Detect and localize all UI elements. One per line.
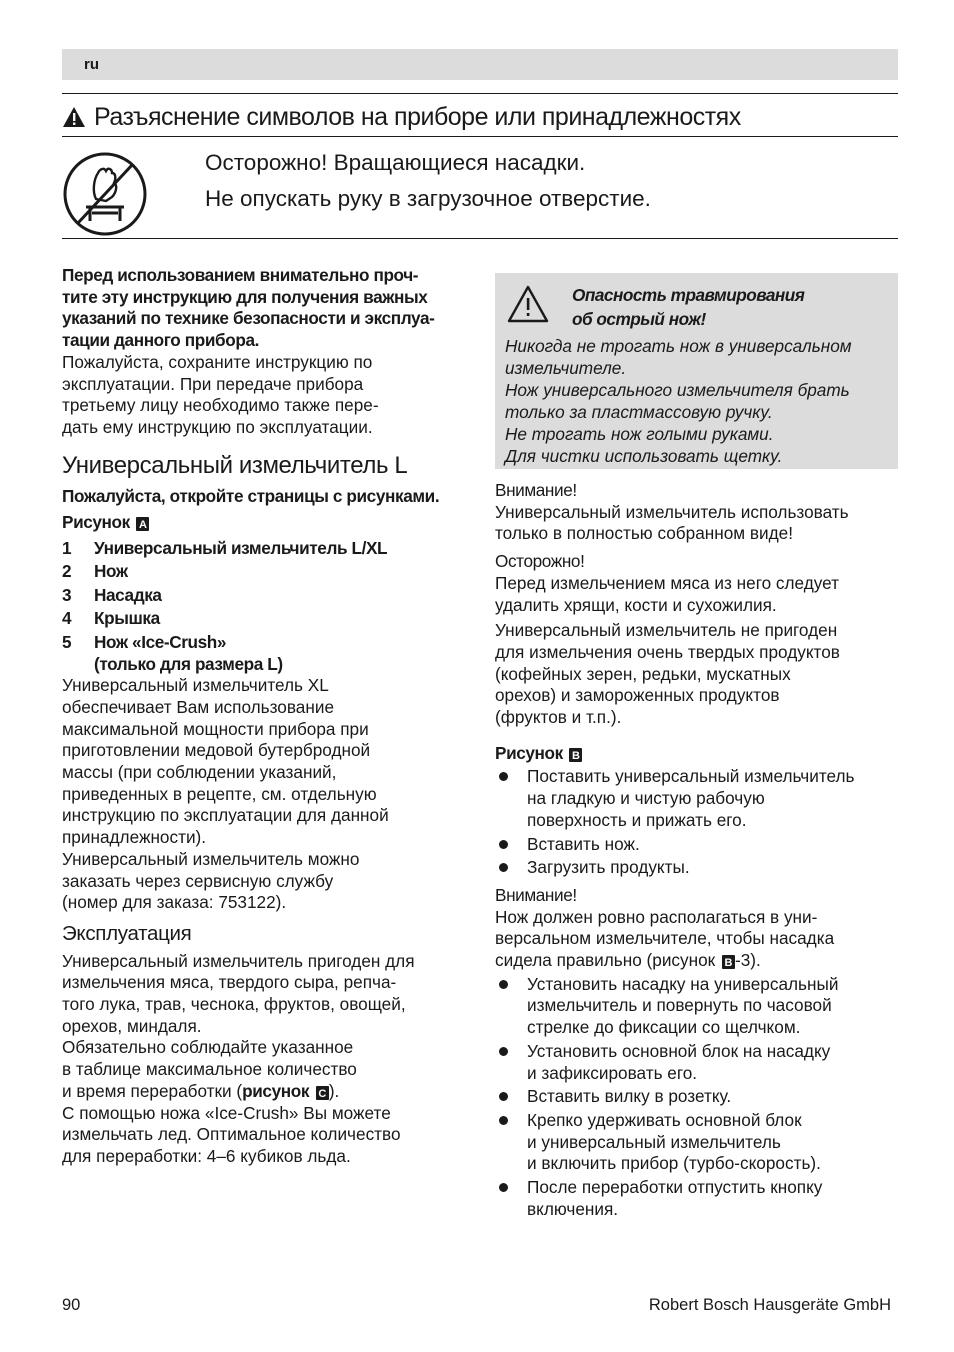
xl-line: заказать через сервисную службу xyxy=(62,870,334,891)
unsuitable-line: Универсальный измельчитель не пригоден xyxy=(495,620,838,641)
intro-text xyxy=(62,352,482,439)
assembly-step-line: Установить основной блок на насадку xyxy=(527,1040,831,1061)
assembly-step xyxy=(495,1086,900,1108)
figure-b-ref xyxy=(495,743,900,765)
intro-bold-line: указаний по технике безопасности и эксплуа- xyxy=(62,308,435,329)
assembly-step-line: Вставить вилку в розетку. xyxy=(527,1086,732,1107)
knife-warning-line: Нож универсального измельчителя брать xyxy=(505,380,850,400)
attention-line: только в полностью собранном виде! xyxy=(495,523,793,544)
attention-line: версальном измельчителе, чтобы насадка xyxy=(495,928,835,949)
figure-c-badge: C xyxy=(316,1086,329,1100)
part-name: Универсальный измельчитель L/XL xyxy=(94,537,388,558)
xl-line: Универсальный измельчитель XL xyxy=(62,675,329,696)
parts-list-item xyxy=(62,560,482,584)
setup-step xyxy=(495,834,900,856)
setup-step-line: Поставить универсальный измельчитель xyxy=(527,766,855,787)
attention-label-2: Внимание! xyxy=(495,884,577,905)
part-number: 3 xyxy=(62,584,72,605)
intro-line: эксплуатации. При передаче прибора xyxy=(62,373,364,394)
xl-line: приготовлении медовой бутербродной xyxy=(62,740,371,761)
assembly-step xyxy=(495,1177,900,1220)
intro-bold-line: тите эту инструкцию для получения важных xyxy=(62,286,428,307)
assembly-step-line: стрелке до фиксации со щелчком. xyxy=(527,1017,801,1038)
footer-company: Robert Bosch Hausgeräte GmbH xyxy=(648,1296,891,1314)
setup-steps-list xyxy=(495,766,900,879)
part-number: 2 xyxy=(62,561,72,582)
part-number xyxy=(62,654,94,675)
assembly-step-line: Крепко удерживать основной блок xyxy=(527,1109,802,1130)
intro-bold xyxy=(62,265,482,352)
setup-step-line: Вставить нож. xyxy=(527,833,640,854)
xl-line: (номер для заказа: 753122). xyxy=(62,892,287,913)
xl-line: обеспечивает Вам использование xyxy=(62,696,335,717)
assembly-step-line: После переработки отпустить кнопку xyxy=(527,1177,823,1198)
xl-line: Универсальный измельчитель можно xyxy=(62,848,360,869)
page-number: 90 xyxy=(62,1296,81,1314)
part-number: 5 xyxy=(62,631,72,652)
xl-line: максимальной мощности прибора при xyxy=(62,718,369,739)
operation-line: Универсальный измельчитель пригоден для xyxy=(62,950,415,971)
attention-text xyxy=(495,502,900,545)
knife-warning-title-line: Опасность травмирования xyxy=(572,285,805,305)
part-name: Нож «Ice-Crush» xyxy=(94,631,227,652)
setup-step xyxy=(495,766,900,831)
attention-text-2 xyxy=(495,907,900,972)
attention-label: Внимание! xyxy=(495,480,577,500)
caution-line: удалить хрящи, кости и сухожилия. xyxy=(495,594,777,615)
knife-warning-box xyxy=(495,273,898,469)
unsuitable-line: для измельчения очень твердых продуктов xyxy=(495,641,840,662)
section-heading-chopper: Универсальный измельчитель L xyxy=(62,451,408,479)
parts-list-item xyxy=(62,607,482,631)
intro-bold-line: тации данного прибора. xyxy=(62,330,259,351)
operation-text xyxy=(62,951,482,1168)
operation-line: Обязательно соблюдайте указанное xyxy=(62,1037,354,1058)
knife-warning-line: Не трогать нож голыми руками. xyxy=(505,424,774,444)
attention-line: сидела правильно (рисунок xyxy=(495,950,720,971)
xl-line: принадлежности). xyxy=(62,827,207,848)
symbol-bottom-rule xyxy=(62,238,898,239)
operation-line: измельчения мяса, твердого сыра, репча- xyxy=(62,972,397,993)
intro-line: третьему лицу необходимо также пере- xyxy=(62,395,379,416)
title-bottom-rule xyxy=(62,136,898,137)
knife-warning-line: Никогда не трогать нож в универсальном xyxy=(505,336,852,356)
figure-a-badge: A xyxy=(136,517,149,531)
warning-triangle-icon xyxy=(62,106,86,135)
xl-line: массы (при соблюдении указаний, xyxy=(62,762,337,783)
xl-line: инструкцию по эксплуатации для данной xyxy=(62,805,389,826)
assembly-step-line: и зафиксировать его. xyxy=(527,1062,698,1083)
xl-line: приведенных в рецепте, см. отдельную xyxy=(62,783,377,804)
knife-warning-line: только за пластмассовую ручку. xyxy=(505,402,773,422)
assembly-step-line: и универсальный измельчитель xyxy=(527,1131,781,1152)
unsuitable-line: (кофейных зерен, редьки, мускатных xyxy=(495,663,791,684)
ice-line: для переработки: 4–6 кубиков льда. xyxy=(62,1146,351,1166)
open-pages-note: Пожалуйста, откройте страницы с рисунками. xyxy=(62,486,440,507)
xl-description xyxy=(62,675,482,914)
knife-warning-title-line: об острый нож! xyxy=(572,309,706,329)
symbol-line-1: Осторожно! Вращающиеся насадки. xyxy=(205,150,586,175)
title-top-rule xyxy=(62,93,898,94)
assembly-step xyxy=(495,1041,900,1084)
figure-b-label: Рисунок xyxy=(495,742,563,763)
part-name: (только для размера L) xyxy=(94,654,283,675)
intro-line: дать ему инструкцию по эксплуатации. xyxy=(62,416,373,437)
part-number: 4 xyxy=(62,608,72,629)
right-column xyxy=(495,480,900,1221)
ice-line: С помощью ножа «Ice-Crush» Вы можете xyxy=(62,1102,391,1123)
assembly-step-line: и включить прибор (турбо-скорость). xyxy=(527,1153,821,1174)
page-title xyxy=(62,103,902,135)
parts-list xyxy=(62,537,482,676)
knife-warning-text xyxy=(505,335,852,467)
parts-list-item xyxy=(62,631,482,655)
attention-line: -3). xyxy=(734,950,761,971)
attention-line: Нож должен ровно располагаться в уни- xyxy=(495,906,818,927)
intro-bold-line: Перед использованием внимательно проч- xyxy=(62,265,419,285)
language-code: ru xyxy=(84,56,99,73)
left-column xyxy=(62,265,482,1168)
operation-line: орехов, миндаля. xyxy=(62,1015,202,1036)
assembly-step xyxy=(495,974,900,1039)
unsuitable-line: орехов) и замороженных продуктов xyxy=(495,685,780,706)
warning-triangle-outline-icon xyxy=(507,285,549,328)
caution-line: Перед измельчением мяса из него следует xyxy=(495,572,840,593)
figure-c-label: рисунок xyxy=(242,1080,310,1101)
figure-b-badge: B xyxy=(569,748,582,762)
attention-line: Универсальный измельчитель использовать xyxy=(495,501,849,522)
operation-line-pre: и время переработки ( xyxy=(62,1080,243,1101)
assembly-step-line: Установить насадку на универсальный xyxy=(527,973,839,994)
language-bar xyxy=(62,49,898,80)
part-name: Крышка xyxy=(94,608,160,629)
assembly-steps-list xyxy=(495,974,900,1221)
assembly-step xyxy=(495,1110,900,1175)
operation-line-post: ). xyxy=(328,1080,340,1101)
figure-a-label: Рисунок xyxy=(62,512,130,533)
knife-warning-line: Для чистки использовать щетку. xyxy=(505,446,783,466)
symbol-description xyxy=(205,145,651,217)
ice-line: измельчать лед. Оптимальное количество xyxy=(62,1124,401,1145)
page-title-text: Разъяснение символов на приборе или принадлежностях xyxy=(94,103,741,131)
part-number: 1 xyxy=(62,537,72,558)
setup-step xyxy=(495,857,900,879)
assembly-step-line: включения. xyxy=(527,1198,619,1219)
parts-list-item xyxy=(62,537,482,561)
part-name: Нож xyxy=(94,561,128,582)
symbol-line-2: Не опускать руку в загрузочное отверстие. xyxy=(205,186,651,211)
parts-list-item xyxy=(62,654,482,675)
caution-label: Осторожно! xyxy=(495,551,585,572)
no-hand-in-feed-icon xyxy=(62,151,148,242)
setup-step-line: Загрузить продукты. xyxy=(527,857,690,878)
part-name: Насадка xyxy=(94,584,162,605)
knife-warning-line: измельчителе. xyxy=(505,358,627,378)
caution-text xyxy=(495,573,900,616)
operation-line: того лука, трав, чеснока, фруктов, овощей, xyxy=(62,994,406,1015)
figure-b-badge: B xyxy=(722,955,735,969)
knife-warning-title xyxy=(572,283,804,331)
setup-step-line: поверхность и прижать его. xyxy=(527,809,747,830)
setup-step-line: на гладкую и чистую рабочую xyxy=(527,788,765,809)
figure-a-ref xyxy=(62,512,482,534)
operation-line: в таблице максимальное количество xyxy=(62,1059,357,1080)
intro-line: Пожалуйста, сохраните инструкцию по xyxy=(62,351,373,372)
assembly-step-line: измельчитель и повернуть по часовой xyxy=(527,995,832,1016)
unsuitable-line: (фруктов и т.п.). xyxy=(495,707,622,728)
section-heading-operation: Эксплуатация xyxy=(62,921,192,945)
unsuitable-text xyxy=(495,620,900,729)
parts-list-item xyxy=(62,584,482,608)
